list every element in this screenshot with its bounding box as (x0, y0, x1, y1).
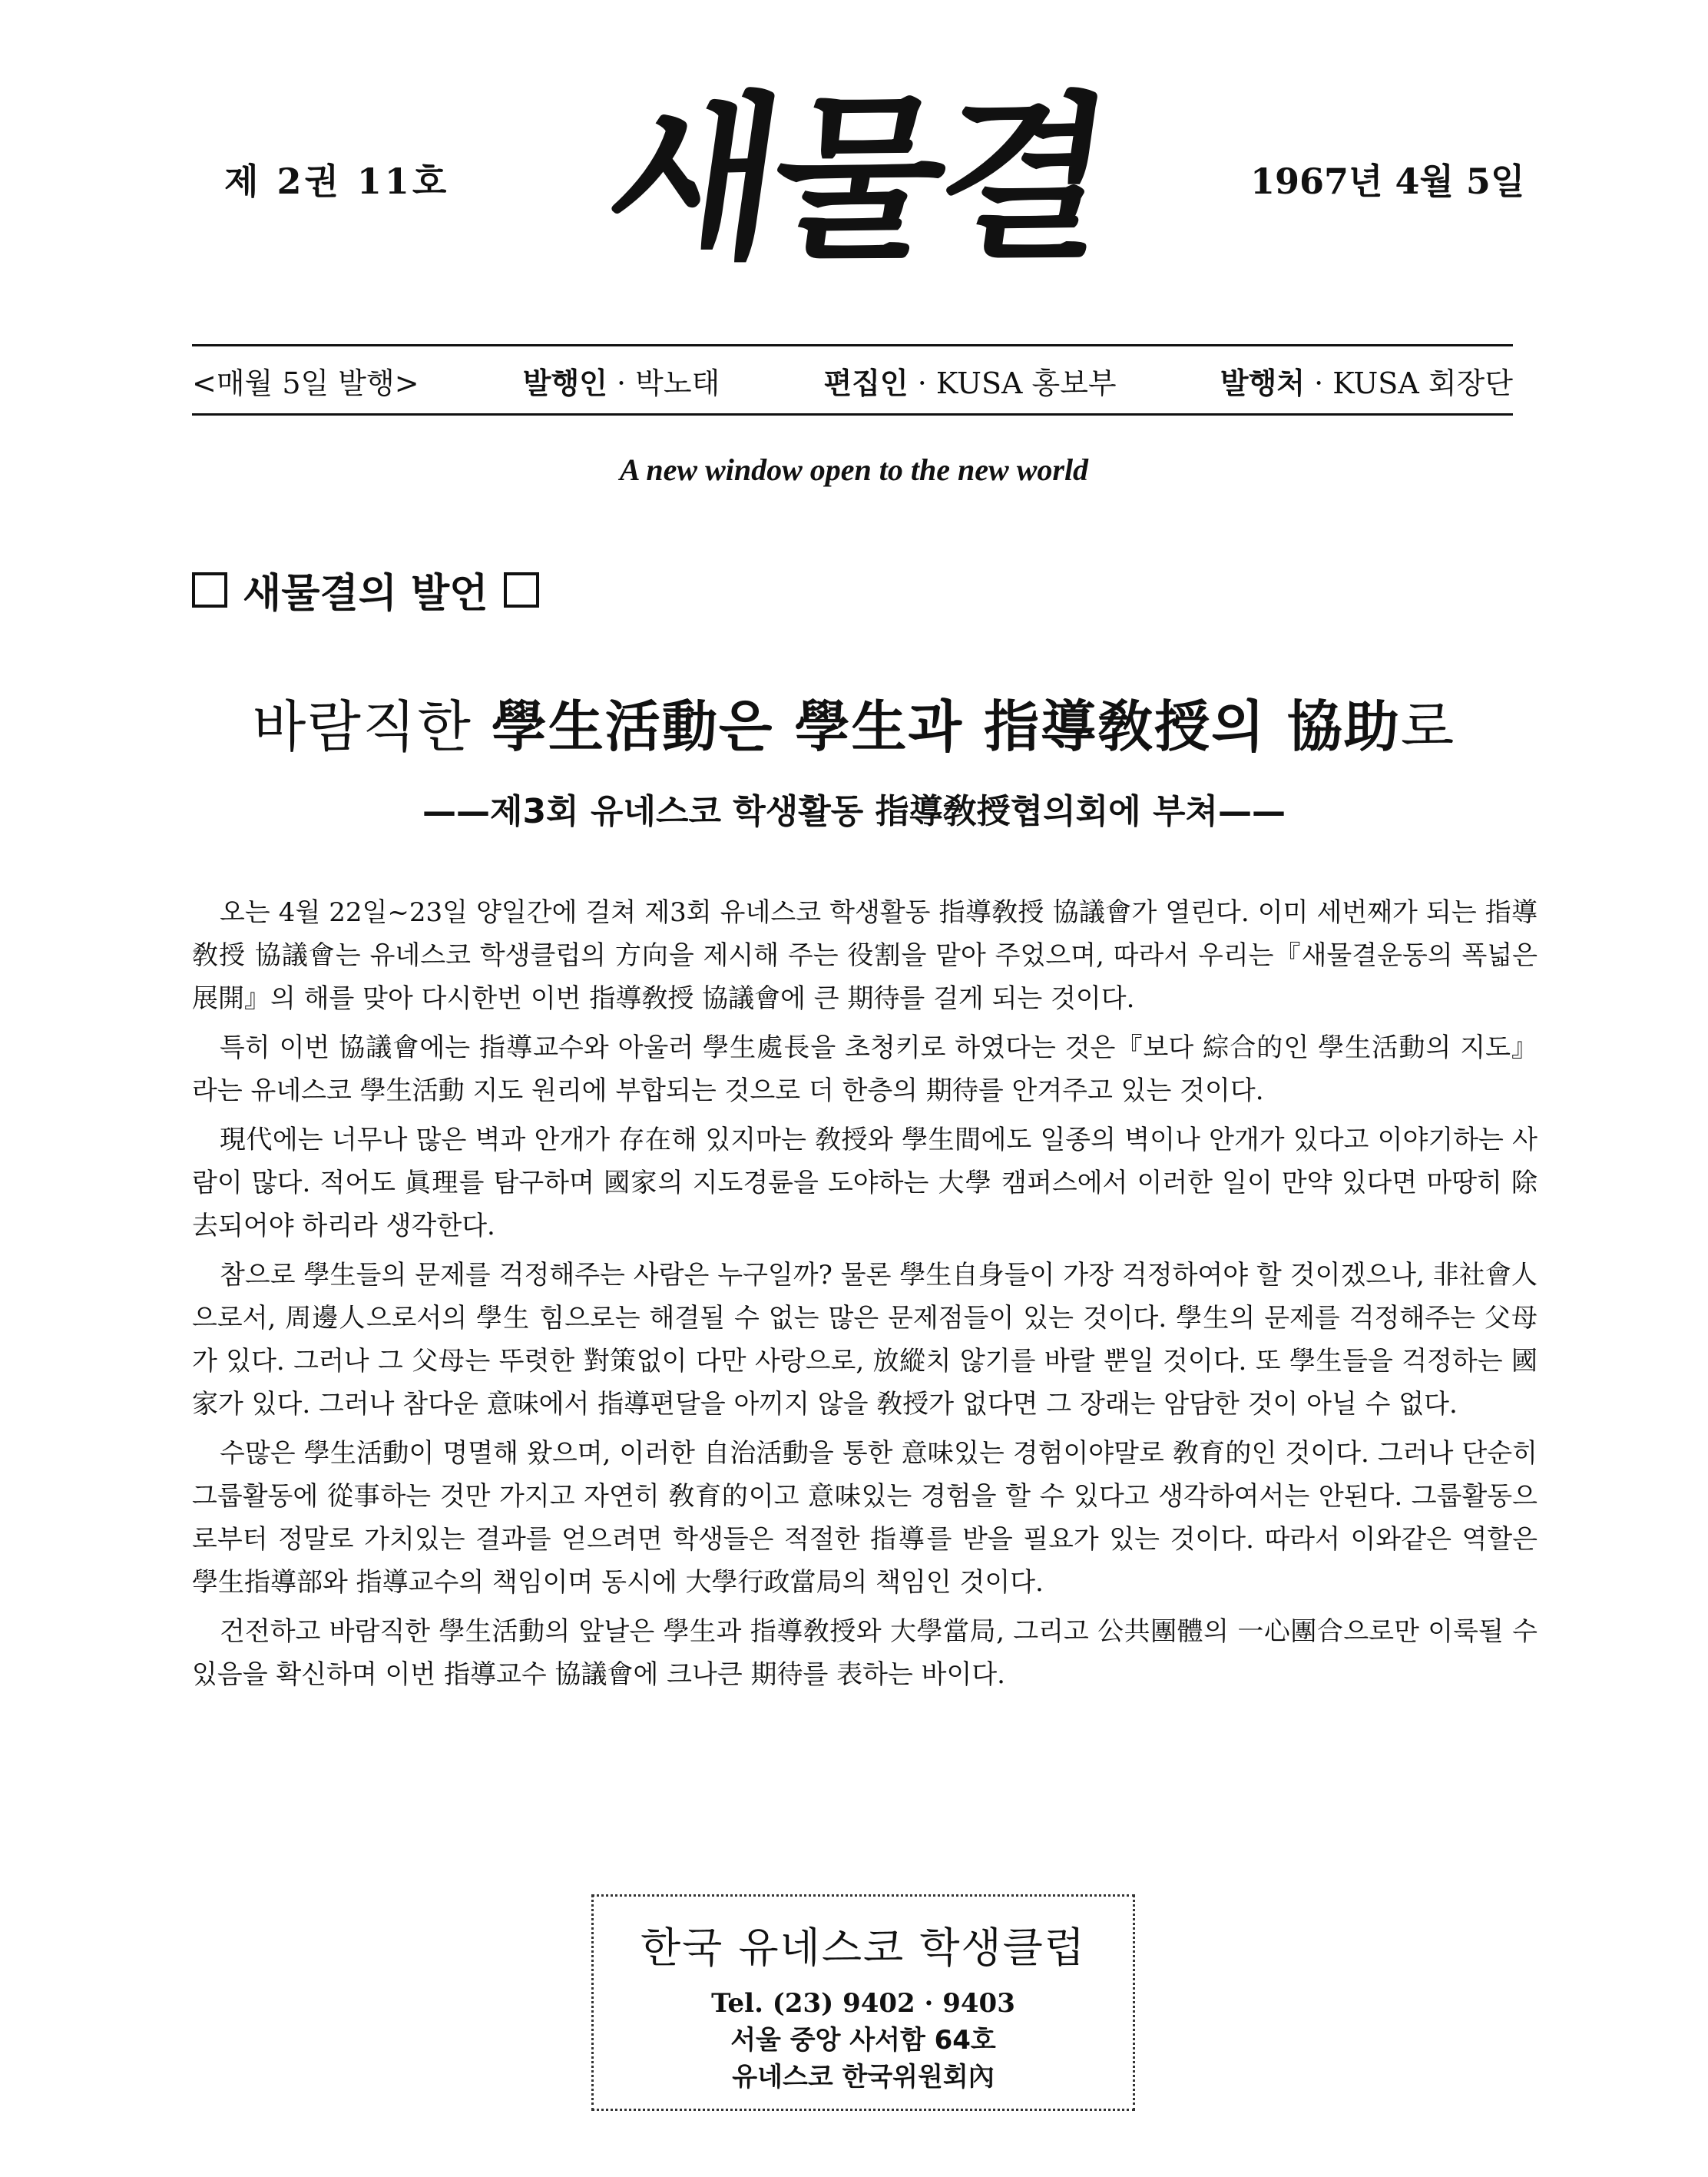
organization-name: 한국 유네스코 학생클럽 (640, 1924, 1086, 1972)
article-title (0, 682, 1708, 762)
square-box-icon (504, 572, 539, 608)
paragraph: 수많은 學生活動이 명멸해 왔으며, 이러한 自治活動을 통한 意味있는 경험이야말로 敎育的인 것이다. 그러나 단순히 그룹활동에 從事하는 것만 가지고 자연히 敎育的이고 意味있는 경험을 할 수 있다고 생각하여서는 안된다. 그룹활동으로부터 정말로 가치있는 결과를 얻으려면 학생들은 적절한 指導를 받을 필요가 있는 것이다. 따라서 이와같은 역할은 學生指導部와 指導교수의 책임이며 동시에 大學行政當局의 책임인 것이다. (192, 1438, 1538, 1598)
paragraph: 오는 4월 22일~23일 양일간에 걸쳐 제3회 유네스코 학생활동 指導敎授 協議會가 열린다. 이미 세번째가 되는 指導敎授 協議會는 유네스코 학생클럽의 方向을 제시해 주는 役割을 맡아 주었으며, 따라서 우리는『새물결운동의 폭넓은 展開』의 해를 맞아 다시한번 이번 指導敎授 協議會에 큰 期待를 걸게 되는 것이다. (192, 897, 1538, 1014)
column-heading-text: 새물결의 발언 (243, 571, 488, 617)
publisher-info (523, 360, 720, 402)
office-info (1220, 360, 1513, 402)
editor-info (824, 360, 1117, 402)
article-subtitle: ——제3회 유네스코 학생활동 指導敎授협의회에 부쳐—— (422, 792, 1286, 831)
publisher-value: · 박노태 (617, 366, 720, 400)
article-title-part2: 學生活動은 學生과 指導敎授의 協助 (491, 694, 1401, 759)
newspaper-title: 새물결 (595, 78, 1118, 283)
column-heading (192, 561, 539, 618)
editor-value: · KUSA 홍보부 (917, 366, 1117, 400)
editor-label: 편집인 (823, 366, 909, 400)
address-line: 서울 중앙 사서함 64호 (730, 2025, 996, 2056)
article-title-part3: 로 (1400, 694, 1456, 759)
publisher-label: 발행인 (522, 366, 607, 400)
address-line: 유네스코 한국위원회內 (732, 2062, 995, 2093)
publication-info-bar (192, 352, 1513, 409)
office-value: · KUSA 회장단 (1314, 366, 1513, 400)
paragraph: 참으로 學生들의 문제를 걱정해주는 사람은 누구일까? 물론 學生自身들이 가장 걱정하여야 할 것이겠으나, 非社會人으로서, 周邊人으로서의 學生 힘으로는 해결될 수 없는 많은 문제점들이 있는 것이다. 學生의 문제를 걱정해주는 父母가 있다. 그러나 그 父母는 뚜렷한 對策없이 다만 사랑으로, 放縱치 않기를 바랄 뿐일 것이다. 또 學生들을 걱정하는 國家가 있다. 그러나 참다운 意味에서 指導편달을 아끼지 않을 敎授가 없다면 그 장래는 암담한 것이 아닐 수 없다. (192, 1260, 1538, 1420)
paragraph: 現代에는 너무나 많은 벽과 안개가 存在해 있지마는 敎授와 學生間에도 일종의 벽이나 안개가 있다고 이야기하는 사람이 많다. 적어도 眞理를 탐구하며 國家의 지도경륜을 도야하는 大學 캠퍼스에서 이러한 일이 만약 있다면 마땅히 除去되어야 하리라 생각한다. (192, 1125, 1538, 1241)
issue-date: 1967년 4월 5일 (1250, 161, 1525, 202)
contact-box (591, 1894, 1135, 2111)
paragraph: 건전하고 바람직한 學生活動의 앞날은 學生과 指導敎授와 大學當局, 그리고 公共團體의 一心團合으로만 이룩될 수 있음을 확신하며 이번 指導교수 協議會에 크나큰 期待를 表하는 바이다. (192, 1616, 1538, 1690)
square-box-icon (192, 572, 227, 608)
bottom-rule (192, 413, 1513, 416)
article-body (192, 891, 1538, 1702)
publication-frequency: <매월 5일 발행> (192, 366, 419, 400)
tagline: A new window open to the new world (619, 452, 1089, 487)
office-label: 발행처 (1220, 366, 1305, 400)
article-title-part1: 바람직한 (252, 694, 492, 759)
issue-number: 제 2권 11호 (224, 161, 450, 202)
top-rule (192, 344, 1513, 346)
paragraph: 특히 이번 協議會에는 指導교수와 아울러 學生處長을 초청키로 하였다는 것은『보다 綜合的인 學生活動의 지도』라는 유네스코 學生活動 지도 원리에 부합되는 것으로 더 한층의 期待를 안겨주고 있는 것이다. (192, 1032, 1538, 1106)
telephone: Tel. (23) 9402 · 9403 (711, 1988, 1015, 2019)
